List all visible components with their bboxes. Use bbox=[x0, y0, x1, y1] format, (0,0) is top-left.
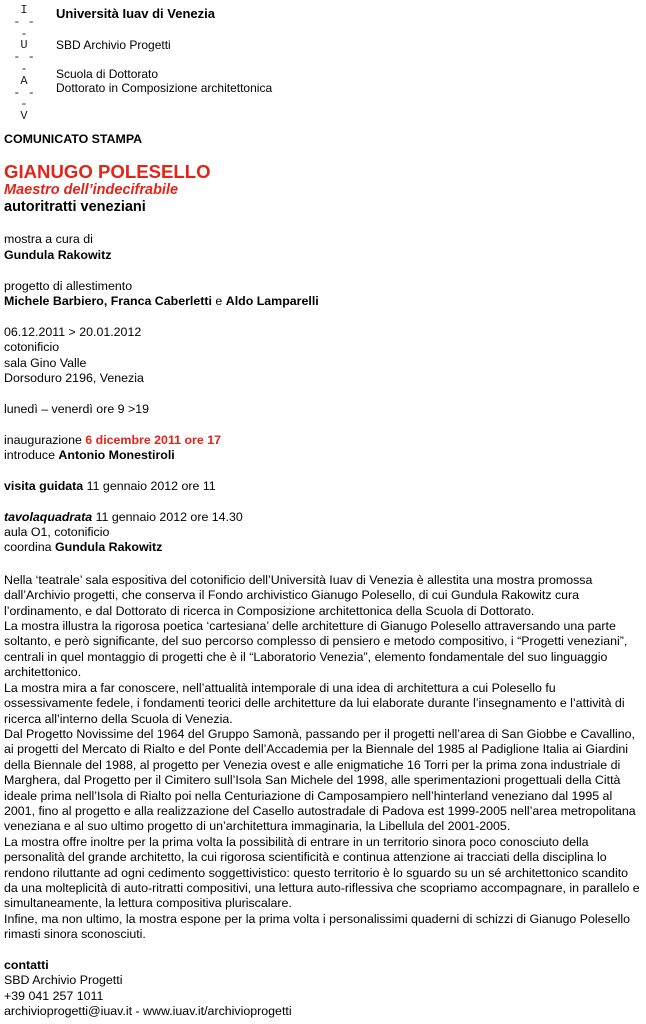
opening-line bbox=[4, 433, 642, 448]
table-room: aula O1, cotonificio bbox=[4, 525, 110, 540]
logo-divider: - - - bbox=[13, 14, 35, 41]
opening-label: inaugurazione bbox=[4, 432, 86, 447]
logo-divider: - - - bbox=[13, 50, 35, 76]
logo-divider: - - - bbox=[13, 85, 35, 112]
intro-label: introduce bbox=[4, 448, 59, 463]
design-conj: e bbox=[211, 294, 226, 309]
coord-name: Gundula Rakowitz bbox=[54, 540, 163, 555]
exhibition-subtitle: Maestro dell’indecifrabile bbox=[4, 182, 179, 199]
logo-letter: V bbox=[20, 109, 28, 124]
coord-line bbox=[4, 540, 642, 555]
curator-name: Gundula Rakowitz bbox=[4, 247, 112, 262]
press-label: COMUNICATO STAMPA bbox=[4, 132, 143, 146]
logo-letter: U bbox=[20, 38, 28, 53]
tour-label: visita guidata bbox=[4, 478, 84, 493]
opening-date: 6 dicembre 2011 ore 17 bbox=[85, 432, 221, 447]
body-paragraph: Dal Progetto Novissime del 1964 del Gruppo Samonà, passando per il progetti nell’area di San Giobbe e Cavallino, ai progetti del Mercato di Rialto e del Ponte dell’Accademia per la Biennale del 1985 al Padiglione Italia ai Giardini della Biennale del 1988, al progetto per Venezia ovest e alle enigmatiche 16 Torri per la prima zona industriale di Marghera, dal Progetto per il Cimitero sull’Isola San Michele del 1998, alle sperimentazioni progettuali della Città ideale prima nell’Isola di Rialto poi nella Centuriazione di Camposampiero nell’hinterland veneziano dal 1995 al 2001, fino al progetto e alla realizzazione del Casello autostradale di Padova est 1999-2005 nell’area metropolitana veneziana e al suo ultimo progetto di un’architettura immaginaria, la Libellula del 2001-2005. bbox=[4, 726, 636, 834]
body-paragraph: La mostra mira a far conoscere, nell’attualità intemporale di una idea di architettura a cui Polesello fu ossessivamente fedele, i fondamenti teorici delle architetture da lui elaborate durante l’insegnamento e l’attività di ricerca all’interno della Scuola di Venezia. bbox=[4, 680, 625, 726]
table-label: tavolaquadrata bbox=[4, 509, 93, 524]
doctorate-name: Dottorato in Composizione architettonica bbox=[56, 81, 273, 95]
opening-hours: lunedì – venerdì ore 9 >19 bbox=[4, 401, 150, 416]
intro-name: Antonio Monestiroli bbox=[58, 448, 175, 463]
contacts-org: SBD Archivio Progetti bbox=[4, 973, 123, 988]
university-name: Università Iuav di Venezia bbox=[56, 6, 215, 21]
design-names-b: Aldo Lamparelli bbox=[225, 294, 319, 309]
body-paragraph: La mostra illustra la rigorosa poetica ‘cartesiana’ delle architetture di Gianugo Polesello attraversando una parte soltanto, e però significante, del suo percorso complesso di pensiero e metodo compositivo, i “Progetti veneziani”, centrali in quel montaggio di progetti che è il “Laboratorio Venezia”, elemento fondamentale del suo linguaggio architettonico. bbox=[4, 619, 628, 680]
exhibition-subtitle-2: autoritratti veneziani bbox=[4, 199, 146, 216]
venue-room: sala Gino Valle bbox=[4, 355, 87, 370]
archive-name: SBD Archivio Progetti bbox=[56, 38, 171, 52]
body-text bbox=[4, 573, 642, 943]
body-paragraph: Nella ‘teatrale’ sala espositiva del cotonificio dell’Università Iuav di Venezia è allestita una mostra promossa dall’Archivio progetti, che conserva il Fondo archivistico Gianugo Polesello, di cui Gundula Rakowitz cura l’ordinamento, e dal Dottorato di ricerca in Composizione architettonica della Scuola di Dottorato. bbox=[4, 572, 593, 618]
contacts-phone: +39 041 257 1011 bbox=[4, 988, 104, 1003]
design-names-a: Michele Barbiero, Franca Caberletti bbox=[4, 294, 212, 309]
tour-date: 11 gennaio 2012 ore 11 bbox=[83, 478, 216, 493]
body-paragraph: Infine, ma non ultimo, la mostra espone per la prima volta i personalissimi quaderni di schizzi di Gianugo Polesello rimasti sinora sconosciuti. bbox=[4, 911, 631, 942]
tour-line bbox=[4, 479, 642, 494]
curator-label: mostra a cura di bbox=[4, 232, 93, 247]
press-release bbox=[4, 132, 642, 1020]
contacts-web: archivioprogetti@iuav.it - www.iuav.it/archivioprogetti bbox=[4, 1004, 292, 1019]
design-names bbox=[4, 294, 642, 309]
intro-line bbox=[4, 448, 642, 463]
design-label: progetto di allestimento bbox=[4, 278, 133, 293]
table-line bbox=[4, 510, 642, 525]
table-date: 11 gennaio 2012 ore 14.30 bbox=[92, 509, 243, 524]
exhibition-title: GIANUGO POLESELLO bbox=[4, 161, 211, 183]
venue-place: cotonificio bbox=[4, 340, 60, 355]
logo-letter: I bbox=[20, 3, 28, 17]
logo-letter: A bbox=[20, 73, 28, 88]
iuav-logo bbox=[11, 5, 37, 123]
contacts-label: contatti bbox=[4, 957, 49, 972]
venue-address: Dorsoduro 2196, Venezia bbox=[4, 371, 144, 386]
exhibition-dates: 06.12.2011 > 20.01.2012 bbox=[4, 324, 142, 339]
school-name: Scuola di Dottorato bbox=[56, 67, 159, 81]
body-paragraph: La mostra offre inoltre per la prima volta la possibilità di entrare in un territorio sinora poco conosciuto della personalità del grande architetto, la cui rigorosa scientificità e continua attenzione ai tracciati della disciplina lo rendono riluttante ad ogni cedimento soggettivistico: questo territorio è lo sguardo su un sé architettonico scandito da una molteplicità di auto-ritratti compositivi, una lettura auto-riflessiva che scopriamo accompagnare, in parallelo e simultaneamente, la lettura compositiva pluriscalare. bbox=[4, 834, 640, 911]
coord-label: coordina bbox=[4, 540, 55, 555]
